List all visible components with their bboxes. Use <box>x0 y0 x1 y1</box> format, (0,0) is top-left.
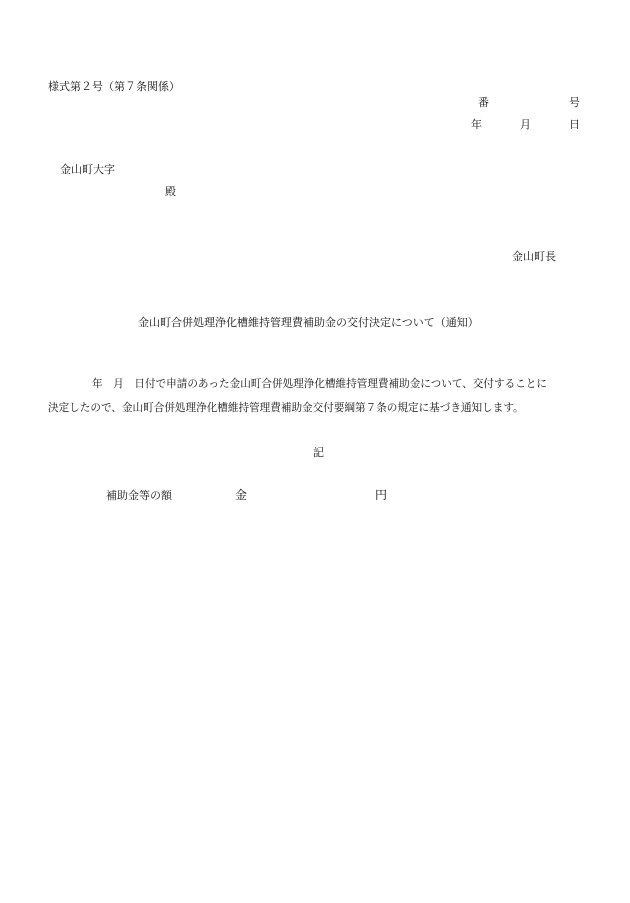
amount-label: 補助金等の額 <box>106 489 172 502</box>
form-label: 様式第２号（第７条関係） <box>48 80 180 93</box>
amount-kin: 金 <box>235 488 248 502</box>
date-year: 年 <box>471 118 482 131</box>
date-month: 月 <box>520 118 531 131</box>
date-day: 日 <box>569 118 580 131</box>
body-line-2: 決定したので、金山町合併処理浄化槽維持管理費補助金交付要綱第７条の規定に基づき通知します。 <box>48 402 524 414</box>
document-number-go: 号 <box>569 96 580 109</box>
addressee-honorific: 殿 <box>165 185 176 198</box>
ki-heading: 記 <box>313 446 324 459</box>
addressee-place: 金山町大字 <box>60 163 115 176</box>
sender-name: 金山町長 <box>512 250 556 263</box>
amount-yen: 円 <box>375 488 388 502</box>
notice-title: 金山町合併処理浄化槽維持管理費補助金の交付決定について（通知） <box>138 316 479 329</box>
document-number-ban: 番 <box>478 96 489 109</box>
body-line-1: 年 月 日付で申請のあった金山町合併処理浄化槽維持管理費補助金について、交付することに <box>92 378 547 390</box>
